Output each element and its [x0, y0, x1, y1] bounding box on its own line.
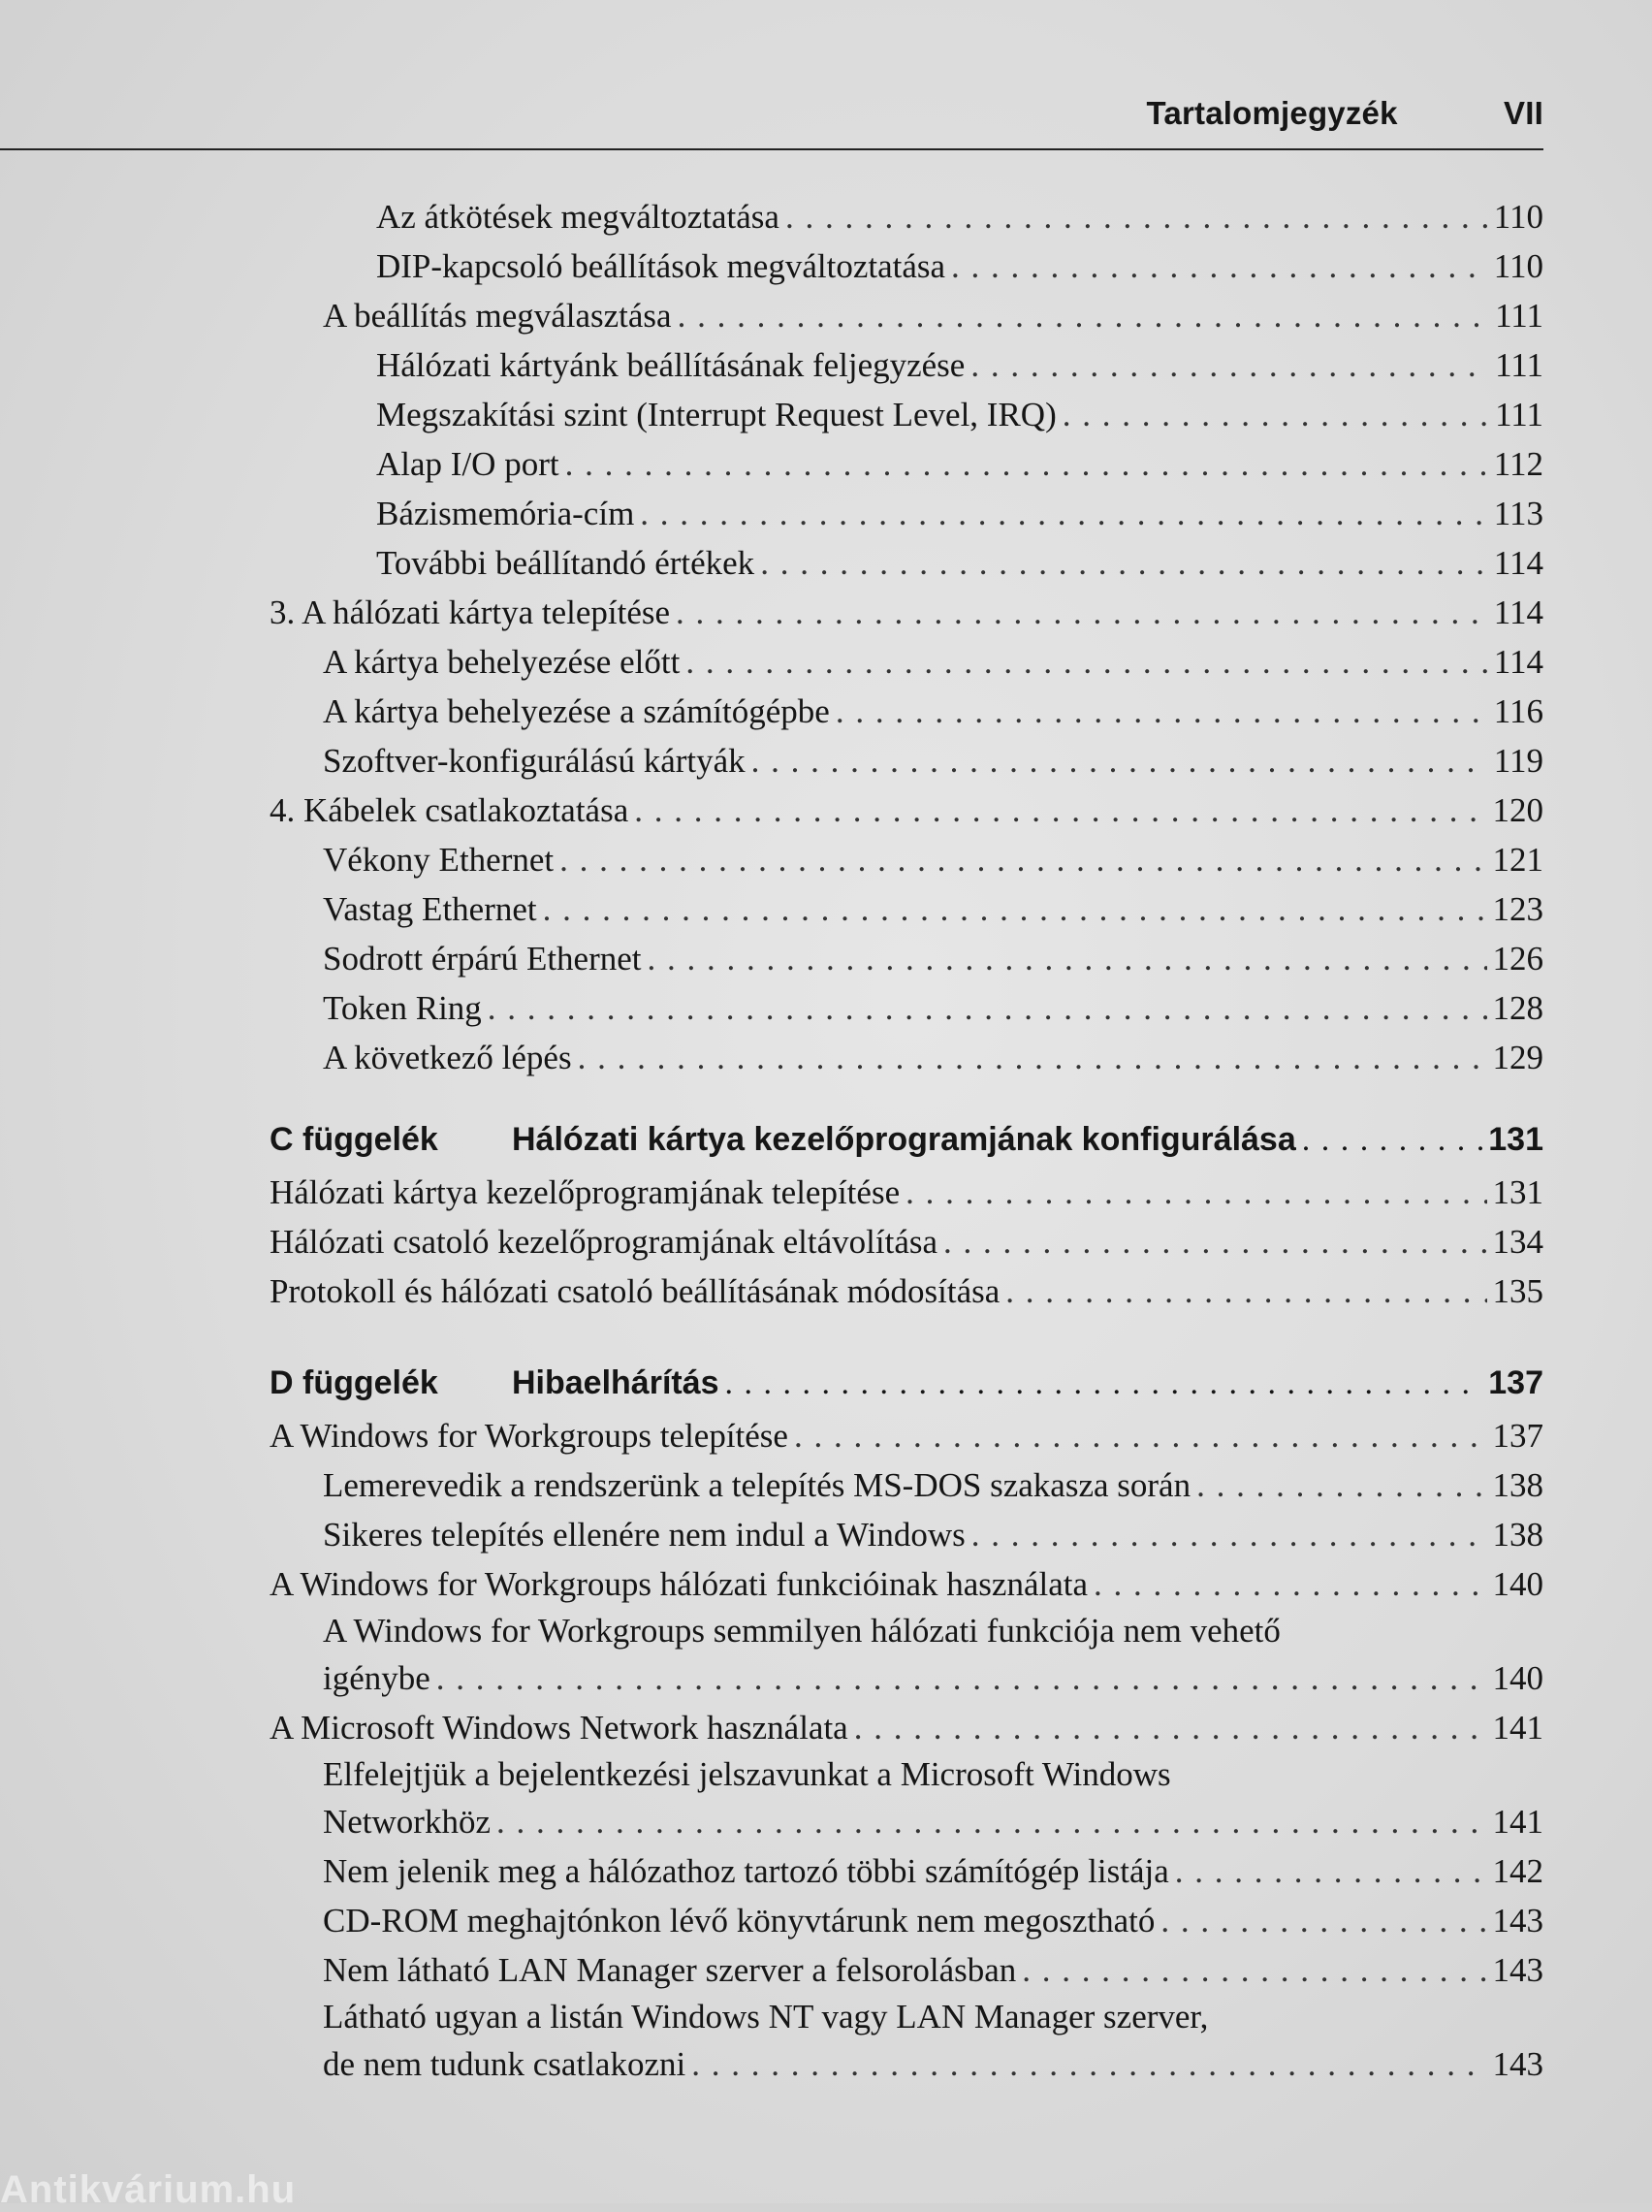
toc-entry: [270, 390, 1543, 439]
toc-entry: [270, 736, 1543, 785]
toc-entry-label: Nem látható LAN Manager szerver a felsorolásban: [323, 1951, 1017, 1989]
toc-entry-page: 138: [1492, 1466, 1543, 1504]
toc-entry-page: 143: [1492, 2045, 1543, 2083]
toc-entry: [270, 1896, 1543, 1945]
toc-entry: [270, 934, 1543, 983]
toc-entry: [270, 637, 1543, 687]
toc-entry-page: 116: [1493, 692, 1543, 730]
toc-entry: [270, 1411, 1543, 1460]
appendix-c-entries: [270, 1168, 1543, 1316]
dot-leader: [1063, 390, 1489, 439]
toc-entry-page: 126: [1492, 940, 1543, 978]
toc-entry-label: A kártya behelyezése a számítógépbe: [323, 692, 830, 730]
dot-leader: [436, 1653, 1487, 1703]
dot-leader: [951, 241, 1488, 291]
toc-entry: [270, 687, 1543, 736]
dot-leader: [676, 588, 1488, 637]
toc-entry-page: 143: [1492, 1951, 1543, 1989]
toc-entry-label: Protokoll és hálózati csatoló beállításának módosítása: [270, 1272, 1001, 1310]
toc-entry: [270, 192, 1543, 241]
toc-entry: [270, 1703, 1543, 1752]
dot-leader: [559, 835, 1486, 884]
toc-entry: [270, 835, 1543, 884]
toc-entry-page: 128: [1492, 989, 1543, 1027]
toc-entry: [270, 884, 1543, 934]
toc-entry-page: 143: [1492, 1902, 1543, 1940]
toc-entry-label: Token Ring: [323, 989, 482, 1027]
toc-entry: [270, 1945, 1543, 1995]
toc-entry-page: 131: [1492, 1173, 1543, 1211]
appendix-title: Hibaelhárítás: [512, 1364, 719, 1401]
dot-leader: [634, 785, 1486, 835]
toc-entry: [270, 2039, 1543, 2089]
toc-entry-page: 141: [1492, 1709, 1543, 1747]
dot-leader: [785, 192, 1488, 241]
toc-entry-label: Az átkötések megváltoztatása: [376, 198, 779, 236]
toc-entry-label: Hálózati kártya kezelőprogramjának telepítése: [270, 1173, 901, 1211]
toc-entry: [270, 1460, 1543, 1510]
appendix-label: D függelék: [270, 1364, 438, 1401]
dot-leader: [578, 1033, 1487, 1082]
toc-entry: [270, 489, 1543, 538]
toc-entry-page: 110: [1493, 247, 1543, 285]
toc-entry-label: A kártya behelyezése előtt: [323, 643, 681, 681]
toc-entry-line: [270, 1752, 1543, 1797]
toc-entry-label: DIP-kapcsoló beállítások megváltoztatása: [376, 247, 946, 285]
toc-entry-label: Networkhöz: [323, 1803, 492, 1841]
toc-entry-label: de nem tudunk csatlakozni: [323, 2045, 686, 2083]
toc-entry-page: 114: [1493, 544, 1543, 582]
toc-entry-label: Sodrott érpárú Ethernet: [323, 940, 642, 978]
toc-entry-page: 135: [1492, 1272, 1543, 1310]
toc-entry-label-first-line: Elfelejtjük a bejelentkezési jelszavunkat a Microsoft Windows: [323, 1755, 1171, 1793]
toc-entry-label: Nem jelenik meg a hálózathoz tartozó többi számítógép listája: [323, 1852, 1169, 1890]
dot-leader: [970, 340, 1489, 390]
toc-entry-label: Hálózati csatoló kezelőprogramjának eltávolítása: [270, 1223, 938, 1261]
dot-leader: [1302, 1112, 1483, 1169]
toc-entry-label: 4. Kábelek csatlakoztatása: [270, 791, 629, 829]
running-header: [1147, 95, 1543, 132]
toc-entry-label: Vastag Ethernet: [323, 890, 537, 928]
toc-entry: [270, 1653, 1543, 1703]
dot-leader: [496, 1797, 1486, 1846]
dot-leader: [488, 983, 1487, 1033]
toc-entry: [270, 588, 1543, 637]
toc-entry: [270, 1266, 1543, 1316]
toc-entry-page: 111: [1495, 297, 1543, 335]
dot-leader: [943, 1217, 1486, 1266]
dot-leader: [648, 934, 1487, 983]
dot-leader: [1196, 1460, 1486, 1510]
toc-entry-label: Sikeres telepítés ellenére nem indul a Windows: [323, 1516, 966, 1554]
appendix-label: C függelék: [270, 1121, 438, 1158]
dot-leader: [678, 291, 1490, 340]
toc-entry-line: [270, 1995, 1543, 2039]
toc-entry-label: A következő lépés: [323, 1039, 572, 1076]
appendix-page: 137: [1488, 1364, 1543, 1401]
dot-leader: [760, 538, 1488, 588]
dot-leader: [1160, 1896, 1486, 1945]
toc-entry-page: 140: [1492, 1659, 1543, 1697]
toc-entry-label: Hálózati kártyánk beállításának feljegyzése: [376, 346, 966, 384]
toc-entry-page: 114: [1493, 593, 1543, 631]
toc-entry: [270, 538, 1543, 588]
toc-entry-page: 140: [1492, 1565, 1543, 1603]
toc-entry-label: Lemerevedik a rendszerünk a telepítés MS-DOS szakasza során: [323, 1466, 1191, 1504]
toc-entry-label-first-line: Látható ugyan a listán Windows NT vagy LAN Manager szerver,: [323, 1998, 1209, 2036]
toc-entry-label: Megszakítási szint (Interrupt Request Level, IRQ): [376, 396, 1057, 433]
appendix-c-heading: [270, 1111, 1543, 1168]
dot-leader: [854, 1703, 1487, 1752]
dot-leader: [1005, 1266, 1486, 1316]
toc-entry-page: 111: [1495, 346, 1543, 384]
appendix-d-entries: [270, 1411, 1543, 2089]
toc-entry: [270, 785, 1543, 835]
toc-entry: [270, 439, 1543, 489]
toc-entry-page: 112: [1493, 445, 1543, 483]
header-rule: [0, 148, 1543, 150]
toc-entry-page: 114: [1493, 643, 1543, 681]
toc-entry: [270, 1033, 1543, 1082]
toc-entry-label: A beállítás megválasztása: [323, 297, 672, 335]
dot-leader: [836, 687, 1488, 736]
table-of-contents: [270, 192, 1543, 2089]
toc-entry-page: 137: [1492, 1417, 1543, 1455]
dot-leader: [565, 439, 1488, 489]
dot-leader: [1175, 1846, 1487, 1896]
toc-entry-line: [270, 1609, 1543, 1653]
appendix-page: 131: [1488, 1121, 1543, 1158]
toc-entry-label: További beállítandó értékek: [376, 544, 755, 582]
toc-entry-label: igénybe: [323, 1659, 430, 1697]
toc-entry-page: 111: [1495, 396, 1543, 433]
header-title: Tartalomjegyzék: [1146, 95, 1398, 131]
toc-entry: [270, 1510, 1543, 1559]
dot-leader: [1022, 1945, 1486, 1995]
dot-leader: [905, 1168, 1486, 1217]
dot-leader: [685, 637, 1487, 687]
appendix-title: Hálózati kártya kezelőprogramjának konfigurálása: [512, 1121, 1296, 1158]
toc-entry-label: Vékony Ethernet: [323, 841, 555, 879]
toc-entry-page: 141: [1492, 1803, 1543, 1841]
dot-leader: [543, 884, 1487, 934]
appendix-d-heading: [270, 1355, 1543, 1411]
toc-entry-label: 3. A hálózati kártya telepítése: [270, 593, 671, 631]
header-page-number: VII: [1504, 95, 1543, 131]
toc-entry-page: 119: [1493, 742, 1543, 780]
toc-section-chapter-2: [270, 192, 1543, 1082]
toc-entry: [270, 1168, 1543, 1217]
dot-leader: [794, 1411, 1487, 1460]
toc-entry-page: 110: [1493, 198, 1543, 236]
toc-entry: [270, 291, 1543, 340]
toc-entry: [270, 1797, 1543, 1846]
toc-entry-label: A Windows for Workgroups telepítése: [270, 1417, 788, 1455]
toc-entry-label: A Windows for Workgroups hálózati funkcióinak használata: [270, 1565, 1088, 1603]
toc-entry-page: 120: [1492, 791, 1543, 829]
toc-entry: [270, 1217, 1543, 1266]
toc-entry: [270, 1846, 1543, 1896]
toc-entry-label: A Microsoft Windows Network használata: [270, 1709, 848, 1747]
toc-entry: [270, 983, 1543, 1033]
toc-entry: [270, 241, 1543, 291]
toc-entry-label: Bázismemória-cím: [376, 495, 635, 532]
toc-entry-page: 138: [1492, 1516, 1543, 1554]
watermark: Antikvárium.hu: [0, 2168, 297, 2211]
dot-leader: [691, 2039, 1486, 2089]
toc-entry-page: 113: [1493, 495, 1543, 532]
dot-leader: [971, 1510, 1487, 1559]
dot-leader: [725, 1356, 1483, 1412]
toc-entry-label: CD-ROM meghajtónkon lévő könyvtárunk nem megosztható: [323, 1902, 1156, 1940]
toc-entry-page: 123: [1492, 890, 1543, 928]
toc-entry-label: Szoftver-konfigurálású kártyák: [323, 742, 746, 780]
toc-entry-page: 134: [1492, 1223, 1543, 1261]
toc-entry-page: 121: [1492, 841, 1543, 879]
toc-entry-label: Alap I/O port: [376, 445, 559, 483]
toc-entry-page: 142: [1492, 1852, 1543, 1890]
dot-leader: [640, 489, 1488, 538]
toc-entry: [270, 340, 1543, 390]
dot-leader: [751, 736, 1488, 785]
dot-leader: [1094, 1559, 1487, 1609]
toc-entry-label-first-line: A Windows for Workgroups semmilyen hálózati funkciója nem vehető: [323, 1612, 1281, 1650]
toc-entry-page: 129: [1492, 1039, 1543, 1076]
toc-entry: [270, 1559, 1543, 1609]
